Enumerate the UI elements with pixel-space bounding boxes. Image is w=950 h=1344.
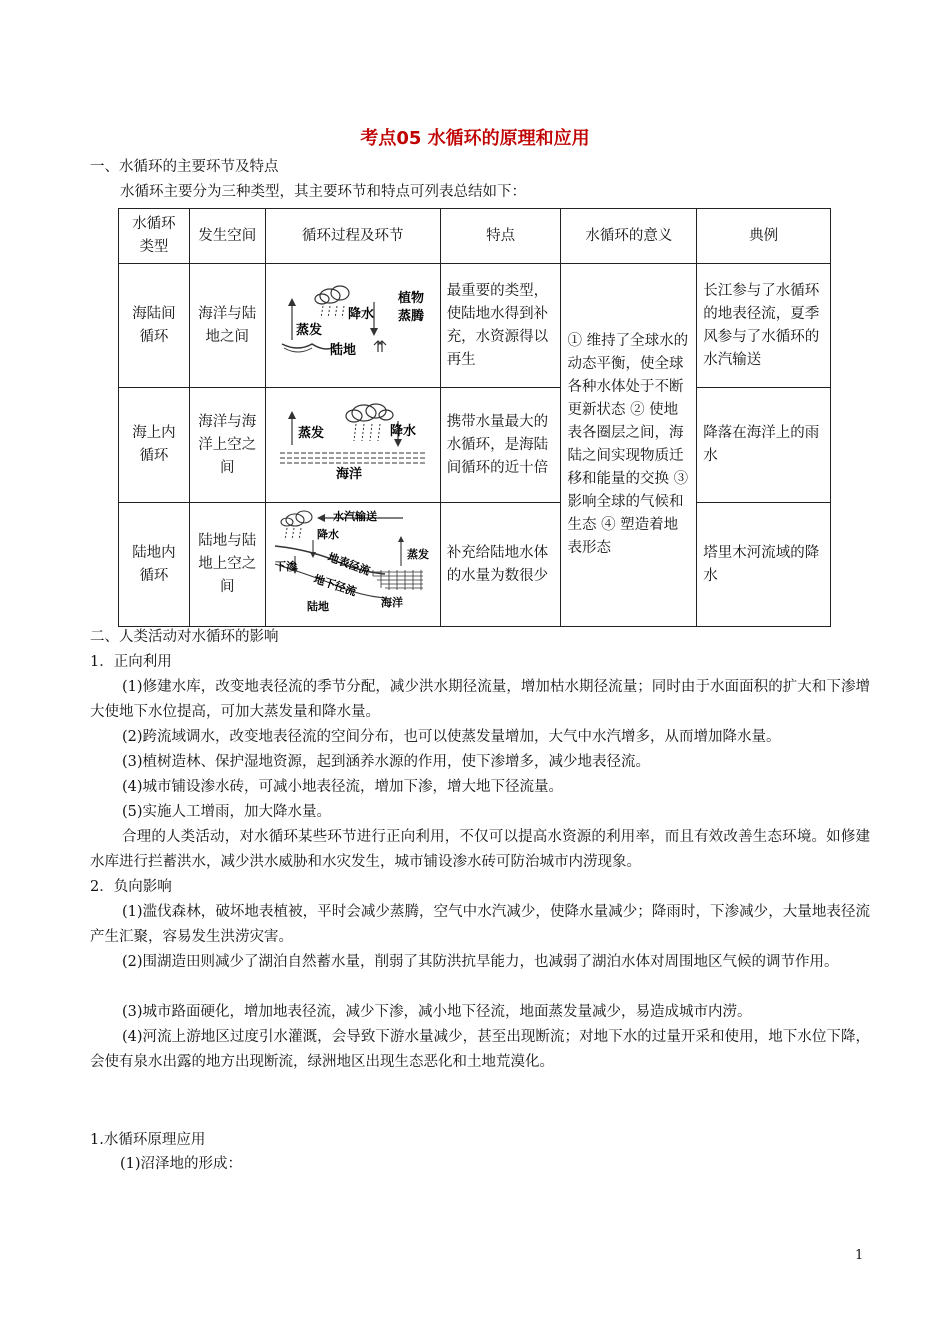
diagram1-transp1: 植物 bbox=[397, 290, 424, 306]
positive-item-4: (4)城市铺设渗水砖，可减小地表径流，增加下渗，增大地下径流量。 bbox=[122, 779, 564, 795]
table-header-row bbox=[119, 209, 831, 264]
row3-example: 塔里木河流域的降水 bbox=[697, 503, 831, 627]
negative-item-1: (1)滥伐森林，破坏地表植被，平时会减少蒸腾，空气中水汽减少，使降水量减少；降雨时，下渗减少，大量地表径流产生汇聚，容易发生洪涝灾害。 bbox=[90, 904, 870, 945]
row1-example: 长江参与了水循环的地表径流，夏季风参与了水循环的水汽输送 bbox=[697, 264, 831, 388]
row3-space: 陆地与陆地上空之间 bbox=[189, 503, 265, 627]
diagram2-evap: 蒸发 bbox=[297, 426, 324, 441]
positive-item-2: (2)跨流域调水，改变地表径流的空间分布，也可以使蒸发量增加，大气中水汽增多，从而增加降水量。 bbox=[122, 729, 781, 745]
row2-example: 降落在海洋上的雨水 bbox=[697, 388, 831, 503]
positive-item-3: (3)植树造林、保护湿地资源，起到涵养水源的作用，使下渗增多，减少地表径流。 bbox=[122, 754, 651, 770]
table-row bbox=[119, 264, 831, 388]
diagram2-ocean: 海洋 bbox=[335, 467, 362, 481]
diagram3-surface: 地表径流 bbox=[325, 550, 372, 578]
diagram3-ocean: 海洋 bbox=[380, 595, 403, 609]
table-row bbox=[119, 503, 831, 627]
header-process: 循环过程及环节 bbox=[265, 209, 440, 264]
section1-intro: 水循环主要分为三种类型，其主要环节和特点可列表总结如下： bbox=[120, 184, 526, 200]
section1-heading: 一、水循环的主要环节及特点 bbox=[90, 159, 279, 175]
page-number: 1 bbox=[855, 1248, 864, 1263]
diagram3-ground: 地下径流 bbox=[311, 571, 358, 598]
negative-item-4: (4)河流上游地区过度引水灌溉，会导致下游水量减少，甚至出现断流；对地下水的过量开采和使用，地下水位下降，会使有泉水出露的地方出现断流，绿洲地区出现生态恶化和土地荒漠化。 bbox=[90, 1029, 870, 1070]
row2-feature: 携带水量最大的水循环，是海陆间循环的近十倍 bbox=[440, 388, 561, 503]
header-feature: 特点 bbox=[440, 209, 561, 264]
section2-heading: 二、人类活动对水循环的影响 bbox=[90, 629, 279, 645]
negative-item-3: (3)城市路面硬化，增加地表径流，减少下渗，减小地下径流，地面蒸发量减少，易造成城市内涝。 bbox=[122, 1004, 752, 1020]
land-cycle-diagram bbox=[265, 503, 440, 627]
header-type: 水循环类型 bbox=[119, 209, 190, 264]
water-cycle-table bbox=[118, 208, 831, 627]
positive-heading: 1．正向利用 bbox=[90, 654, 172, 670]
positive-summary: 合理的人类活动，对水循环某些环节进行正向利用，不仅可以提高水资源的利用率，而且有效改善生态环境。如修建水库进行拦蓄洪水，减少洪水威胁和水灾发生，城市铺设渗水砖可防治城市内涝现象。 bbox=[90, 829, 870, 870]
diagram3-infil: 下渗 bbox=[274, 559, 297, 573]
row2-type: 海上内循环 bbox=[119, 388, 190, 503]
diagram1-transp2: 蒸腾 bbox=[397, 308, 424, 324]
page-title: 考点05 水循环的原理和应用 bbox=[360, 128, 590, 149]
application-heading: 1.水循环原理应用 bbox=[90, 1132, 206, 1148]
diagram1-land: 陆地 bbox=[329, 342, 356, 358]
diagram1-precip: 降水 bbox=[347, 306, 374, 322]
diagram1-evap: 蒸发 bbox=[295, 322, 322, 338]
positive-item-1: (1)修建水库，改变地表径流的季节分配，减少洪水期径流量，增加枯水期径流量；同时由于水面面积的扩大和下渗增大使地下水位提高，可加大蒸发量和降水量。 bbox=[90, 679, 870, 720]
ocean-cycle-diagram bbox=[265, 388, 440, 503]
row2-space: 海洋与海洋上空之间 bbox=[189, 388, 265, 503]
row3-type: 陆地内循环 bbox=[119, 503, 190, 627]
application-sub: (1)沼泽地的形成： bbox=[120, 1156, 243, 1172]
positive-item-5: (5)实施人工增雨，加大降水量。 bbox=[122, 804, 332, 820]
header-example: 典例 bbox=[697, 209, 831, 264]
header-significance: 水循环的意义 bbox=[561, 209, 697, 264]
sea-land-cycle-diagram bbox=[265, 264, 440, 388]
negative-heading: 2．负向影响 bbox=[90, 879, 172, 895]
table-row bbox=[119, 388, 831, 503]
diagram3-evap: 蒸发 bbox=[406, 547, 429, 561]
row1-type: 海陆间循环 bbox=[119, 264, 190, 388]
row1-space: 海洋与陆地之间 bbox=[189, 264, 265, 388]
row1-feature: 最重要的类型，使陆地水得到补充，水资源得以再生 bbox=[440, 264, 561, 388]
diagram2-precip: 降水 bbox=[389, 424, 416, 439]
diagram3-precip: 降水 bbox=[316, 527, 339, 541]
row3-feature: 补充给陆地水体的水量为数很少 bbox=[440, 503, 561, 627]
negative-item-2: (2)围湖造田则减少了湖泊自然蓄水量，削弱了其防洪抗旱能力，也减弱了湖泊水体对周围地区气候的调节作用。 bbox=[122, 954, 839, 970]
diagram3-transport: 水汽输送 bbox=[332, 509, 377, 523]
significance-cell: ① 维持了全球水的动态平衡，使全球各种水体处于不断更新状态 ② 使地表各圈层之间，海陆之间实现物质迁移和能量的交换 ③影响全球的气候和生态 ④ 塑造着地表形态 bbox=[561, 264, 697, 627]
header-space: 发生空间 bbox=[189, 209, 265, 264]
diagram3-land: 陆地 bbox=[306, 599, 329, 613]
